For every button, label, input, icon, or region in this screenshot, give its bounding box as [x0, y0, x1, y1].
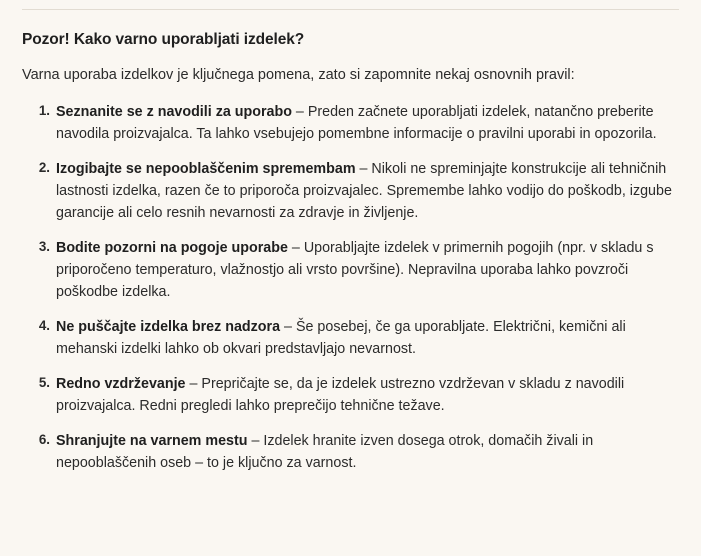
- rule-title: Izogibajte se nepooblaščenim spremembam: [56, 160, 356, 177]
- top-divider: [22, 9, 679, 10]
- list-item: [56, 316, 679, 360]
- rule-body: – Izdelek hranite izven dosega otrok, domačih živali in nepooblaščenih oseb – to je ključno za varnost.: [56, 432, 594, 471]
- safety-rules-list: [22, 101, 679, 474]
- list-item: [56, 430, 679, 474]
- rule-title: Shranjujte na varnem mestu: [56, 432, 248, 449]
- rule-body: – Še posebej, če ga uporabljate. Električni, kemični ali mehanski izdelki lahko ob okvari predstavljajo nevarnost.: [56, 318, 626, 357]
- rule-title: Bodite pozorni na pogoje uporabe: [56, 239, 288, 256]
- list-item: [56, 237, 679, 303]
- rule-body: – Preden začnete uporabljati izdelek, natančno preberite navodila proizvajalca. Ta lahko vsebujejo pomembne informacije o pravilni uporabi in opozorila.: [56, 103, 657, 142]
- rule-body: – Uporabljajte izdelek v primernih pogojih (npr. v skladu s priporočeno temperaturo, vlažnostjo ali vrsto površine). Nepravilna uporaba lahko povzroči poškodbe izdelka.: [56, 239, 654, 300]
- rule-title: Ne puščajte izdelka brez nadzora: [56, 318, 281, 335]
- list-item: [56, 101, 679, 145]
- rule-body: – Prepričajte se, da je izdelek ustrezno vzdrževan v skladu z navodili proizvajalca. Redni pregledi lahko preprečijo tehnične težave.: [56, 375, 625, 414]
- list-item: [56, 373, 679, 417]
- page-title: Pozor! Kako varno uporabljati izdelek?: [22, 31, 305, 48]
- intro-paragraph: Varna uporaba izdelkov je ključnega pomena, zato si zapomnite nekaj osnovnih pravil:: [22, 67, 575, 83]
- rule-body: – Nikoli ne spreminjajte konstrukcije ali tehničnih lastnosti izdelka, razen če to priporoča proizvajalec. Spremembe lahko vodijo do poškodb, izgube garancije ali celo resnih nevarnosti za zdravje in življenje.: [56, 160, 672, 221]
- rule-title: Redno vzdrževanje: [56, 375, 186, 392]
- rule-title: Seznanite se z navodili za uporabo: [56, 103, 292, 120]
- list-item: [56, 158, 679, 224]
- document-page: [0, 9, 701, 556]
